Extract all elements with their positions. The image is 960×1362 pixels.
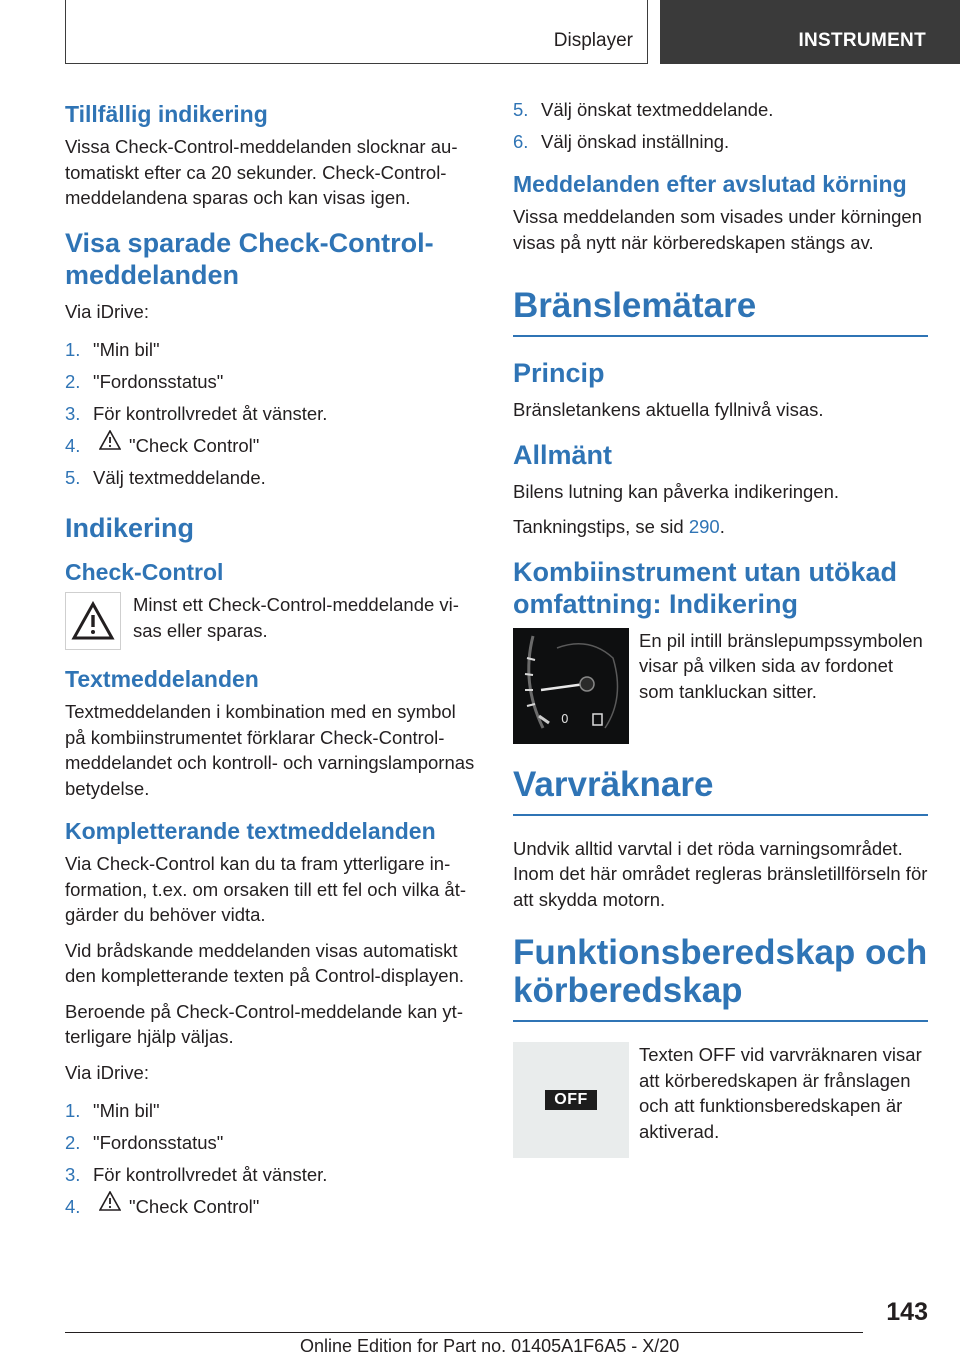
heading-check-control: Check-Control	[65, 559, 224, 585]
text-kombiinstrument: En pil intill bränslepumpssymbolen visar på vilken sida av fordonet som tankluckan sitter.	[639, 629, 923, 702]
text-textmeddelanden: Textmeddelanden i kombination med en symbol på kombiinstrumentet förklarar Check-Control-meddelandet och kontroll- och varningslampornas betydelse.	[65, 701, 475, 799]
warning-triangle-icon	[71, 601, 115, 641]
text-kompletterande-1: Via Check-Control kan du ta fram ytterligare information, t.ex. om orsaken till ett fel och vilka åtgärder du behöver vidta.	[65, 853, 467, 925]
fuel-gauge-image	[513, 628, 629, 744]
steps-list-2	[65, 1095, 478, 1223]
text-kompletterande-2: Vid brådskande meddelanden visas automatiskt den kompletterande texten på Control-displayen.	[65, 939, 465, 986]
text-varvraknare: Undvik alltid varvtal i det röda varningsområdet. Inom det här området regleras bränsletillförseln för att skydda motorn.	[513, 837, 928, 910]
steps-list-1	[65, 334, 478, 494]
header-section-label: Displayer	[553, 30, 633, 51]
off-badge: OFF	[545, 1090, 597, 1110]
header-section-tab	[65, 0, 648, 64]
left-column	[65, 100, 478, 1235]
text-funktionsberedskap: Texten OFF vid varvräknaren visar att körberedskapen är frånslagen och att funktionsberedskapen är aktiverad.	[639, 1044, 922, 1142]
text-tillfallig: Vissa Check-Control-meddelanden slocknar automatiskt efter ca 20 sekunder. Check-Control-meddelandena sparas och kan visas igen.	[65, 136, 458, 208]
text-kompletterande-3: Beroende på Check-Control-meddelande kan ytterligare hjälp väljas.	[65, 1000, 463, 1047]
list-item: 3. För kontrollvredet åt vänster.	[65, 403, 328, 424]
warning-triangle-icon	[99, 430, 121, 450]
heading-kompletterande: Kompletterande textmeddelanden	[65, 818, 436, 844]
heading-varvraknare: Varvräknare	[513, 766, 928, 816]
heading-allmant: Allmänt	[513, 439, 613, 470]
text-tankningstips: Tankningstips, se sid 290.	[513, 516, 725, 537]
heading-visa-sparade: Visa sparade Check-Control-meddelanden	[65, 227, 434, 290]
off-display-image	[513, 1042, 629, 1158]
text-allmant: Bilens lutning kan påverka indikeringen.	[513, 480, 840, 502]
list-item: 1. "Min bil"	[65, 1100, 160, 1121]
text-meddelanden-efter: Vissa meddelanden som visades under körningen visas på nytt när körberedskapen stängs av.	[513, 206, 922, 253]
heading-kombiinstrument: Kombiinstrument utan utökad omfattning: Indikering	[513, 556, 897, 619]
page-link-290[interactable]: 290	[688, 516, 720, 537]
page-number: 143	[886, 1298, 928, 1326]
list-item: 5. Välj textmeddelande.	[65, 467, 266, 488]
heading-indikering: Indikering	[65, 513, 195, 543]
footer-edition: Online Edition for Part no. 01405A1F6A5 - X/20	[300, 1336, 680, 1356]
fuel-gauge-figure-row	[513, 628, 928, 744]
list-item: 4. "Check Control"	[65, 430, 478, 462]
heading-tillfallig: Tillfällig indikering	[65, 101, 268, 127]
list-item: 2. "Fordonsstatus"	[65, 371, 224, 392]
check-control-figure-row	[65, 592, 478, 653]
header-chapter-tab	[660, 0, 960, 64]
heading-princip: Princip	[513, 358, 605, 388]
svg-text:0: 0	[561, 711, 569, 726]
heading-textmeddelanden: Textmeddelanden	[65, 666, 259, 692]
list-item: 4. "Check Control"	[65, 1191, 478, 1223]
text-check-control: Minst ett Check-Control-meddelande visas eller sparas.	[133, 594, 459, 641]
list-item: 5. Välj önskat textmeddelande.	[513, 99, 774, 120]
footer-divider	[65, 1332, 863, 1333]
check-control-symbol	[65, 592, 121, 650]
text-via-idrive-1: Via iDrive:	[65, 300, 149, 322]
list-item: 6. Välj önskad inställning.	[513, 131, 730, 152]
text-princip: Bränsletankens aktuella fyllnivå visas.	[513, 399, 824, 420]
warning-triangle-icon	[99, 1191, 121, 1211]
right-column	[513, 100, 928, 1158]
list-item: 2. "Fordonsstatus"	[65, 1132, 224, 1153]
list-item: 3. För kontrollvredet åt vänster.	[65, 1164, 328, 1185]
heading-branslematare: Bränslemätare	[513, 287, 928, 337]
steps-list-continued	[513, 94, 928, 158]
heading-funktionsberedskap: Funktionsberedskap och körberedskap	[513, 934, 928, 1022]
fuel-gauge-icon	[513, 628, 629, 744]
heading-meddelanden-efter: Meddelanden efter avslutad körning	[513, 171, 907, 197]
text-via-idrive-2: Via iDrive:	[65, 1061, 149, 1083]
list-item: 1. "Min bil"	[65, 339, 160, 360]
header-chapter-label: INSTRUMENT	[798, 30, 926, 51]
off-figure-row	[513, 1042, 928, 1158]
